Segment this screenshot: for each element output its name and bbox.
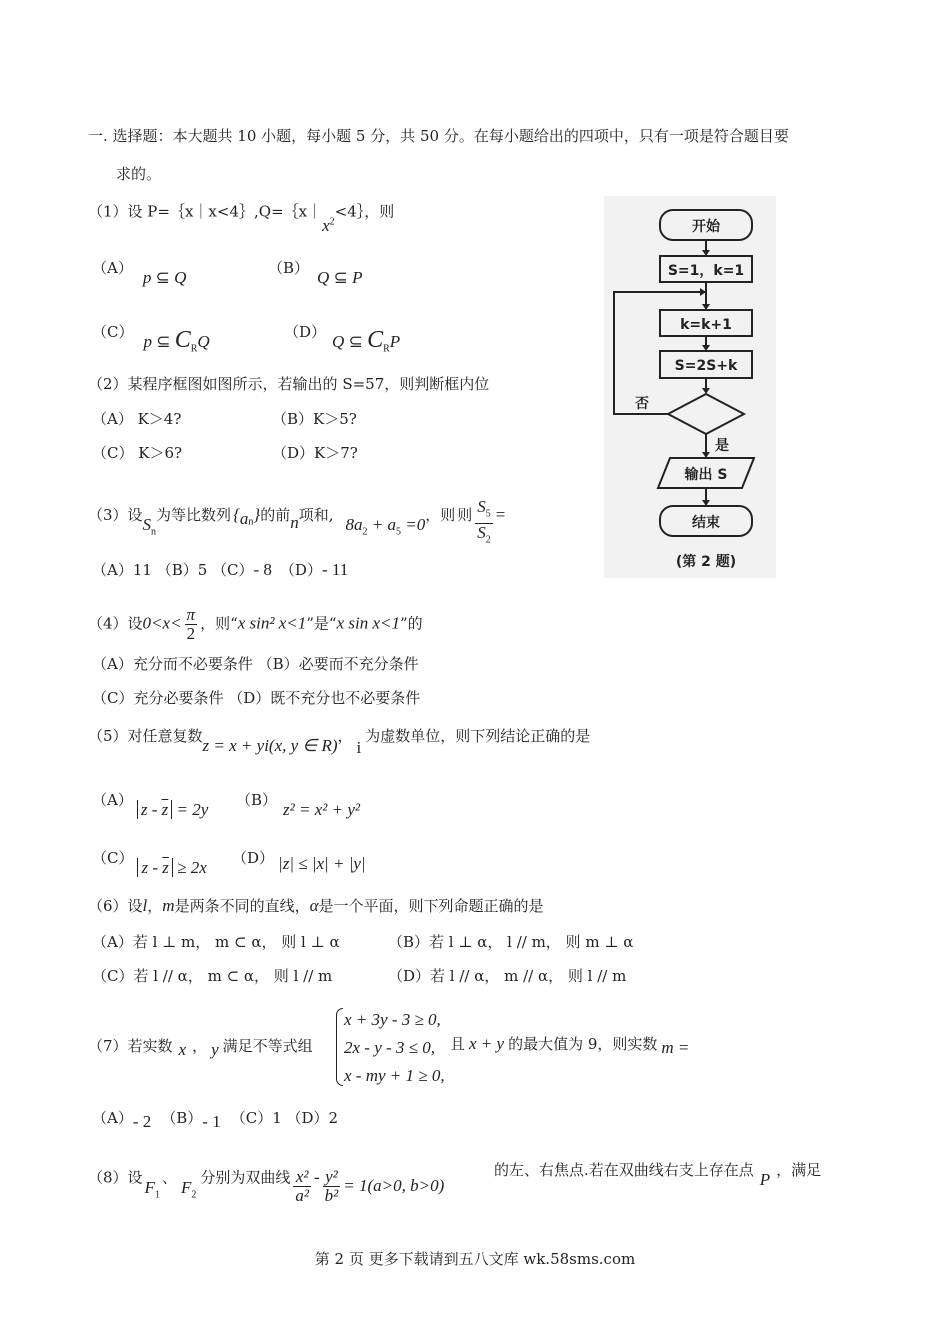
q1-option-d: （D） Q ⊆ $C_RP$ xyxy=(284,323,401,355)
q5-option-a: （A） $z - \overline{z} = 2y$ xyxy=(92,791,209,819)
q1-option-c: （C） p ⊆ $C_RQ$ xyxy=(92,323,210,355)
question-5: （5）对任意复数z = x + yi(x, y ∈ R)，i为虚数单位，则下列结论正确的是 xyxy=(88,727,591,757)
question-2: （2）某程序框图如图所示，若输出的 S=57，则判断框内位 xyxy=(88,375,490,393)
q7-stem-cont: 且 x + y 的最大值为 9，则实数 m = xyxy=(450,1034,690,1057)
constraint-1: x + 3y - 3 ≥ 0, xyxy=(344,1010,441,1029)
flowchart-figure xyxy=(604,196,776,578)
q1-option-b: （B） Q ⊆ P xyxy=(268,259,363,287)
q7-options: （A）- 2 （B）- 1 （C）1 （D）2 xyxy=(92,1109,339,1131)
page-footer: 第 2 页 更多下载请到五八文库 wk.58sms.com xyxy=(314,1250,636,1268)
q8-stem-cont: 的左、右焦点.若在双曲线右支上存在点 P ，满足 xyxy=(494,1161,822,1189)
q6-option-c: （C）若 l // α， m ⊂ α， 则 l // m xyxy=(92,967,333,985)
q2-option-a: （A） K＞4? xyxy=(92,410,182,428)
question-1: （1）设 $P=\{x|x<4\},Q=\{x|x^2<4\}$，则 xyxy=(88,202,395,235)
question-3: （3）设$S_n$为等比数列 $\{a_n\}$的前n项和, $8a_2 + a_5 =0$，则 则 $\frac{S_5}{S_2}$ = xyxy=(88,497,506,546)
system-brace xyxy=(336,1008,343,1086)
q5-option-d: （D） |z| ≤ |x| + |y| xyxy=(232,849,366,873)
section-heading: 一. 选择题：本大题共 10 小题，每小题 5 分，共 50 分。在每小题给出的四项中，只有一项是符合题目要 xyxy=(88,127,789,145)
q2-option-b: （B）K＞5? xyxy=(272,410,357,428)
q1-option-a: （A） p ⊆ Q xyxy=(92,259,187,287)
constraint-3: x - my + 1 ≥ 0, xyxy=(344,1066,445,1085)
q2-option-d: （D）K＞7? xyxy=(272,444,358,462)
section-heading-cont: 求的。 xyxy=(116,165,162,183)
decision-node xyxy=(668,394,744,434)
no-label: 否 xyxy=(635,396,649,412)
q4-options-cd: （C）充分必要条件 （D）既不充分也不必要条件 xyxy=(92,689,421,707)
question-8: （8）设 $F_1$、 $F_2$分别为双曲线 $\frac{\text{x²}}{\text{a²}}$ - $\frac{\text{y²}}{\text{b²}}$ = 1(a>0, b>0) xyxy=(88,1167,445,1205)
flowchart-svg xyxy=(604,196,776,578)
init-label: S=1，k=1 xyxy=(667,263,745,279)
q5-option-b: （B） z² = x² + y² xyxy=(236,791,360,819)
q3-options: （A）11 （B）5 （C）- 8 （D）- 11 xyxy=(92,560,349,579)
q6-option-b: （B）若 l ⊥ α， l // m， 则 m ⊥ α xyxy=(388,933,634,951)
yes-label: 是 xyxy=(715,438,729,454)
figure-caption: (第 2 题) xyxy=(675,554,737,570)
question-4: （4）设0<x< $\frac{\pi}{2}$ ，则“x sin² x<1”是“x sin x<1”的 xyxy=(88,605,423,643)
q6-option-d: （D）若 l // α， m // α， 则 l // m xyxy=(388,967,627,985)
q6-option-a: （A）若 l ⊥ m， m ⊂ α， 则 l ⊥ α xyxy=(92,933,340,951)
question-7: （7）若实数 x ， y 满足不等式组 xyxy=(88,1037,313,1059)
output-label: 输出 S xyxy=(684,467,728,483)
q2-option-c: （C） K＞6? xyxy=(92,444,183,462)
step1-label: k=k+1 xyxy=(680,317,732,333)
q4-options-ab: （A）充分而不必要条件 （B）必要而不充分条件 xyxy=(92,655,419,673)
constraint-2: 2x - y - 3 ≤ 0, xyxy=(344,1038,435,1057)
question-6: （6）设l，m是两条不同的直线，α是一个平面，则下列命题正确的是 xyxy=(88,896,544,915)
end-label: 结束 xyxy=(692,515,720,531)
q5-option-c: （C） $z - \overline{z} \ge 2x$ xyxy=(92,849,207,877)
step2-label: S=2S+k xyxy=(674,358,738,374)
start-label: 开始 xyxy=(692,219,720,235)
